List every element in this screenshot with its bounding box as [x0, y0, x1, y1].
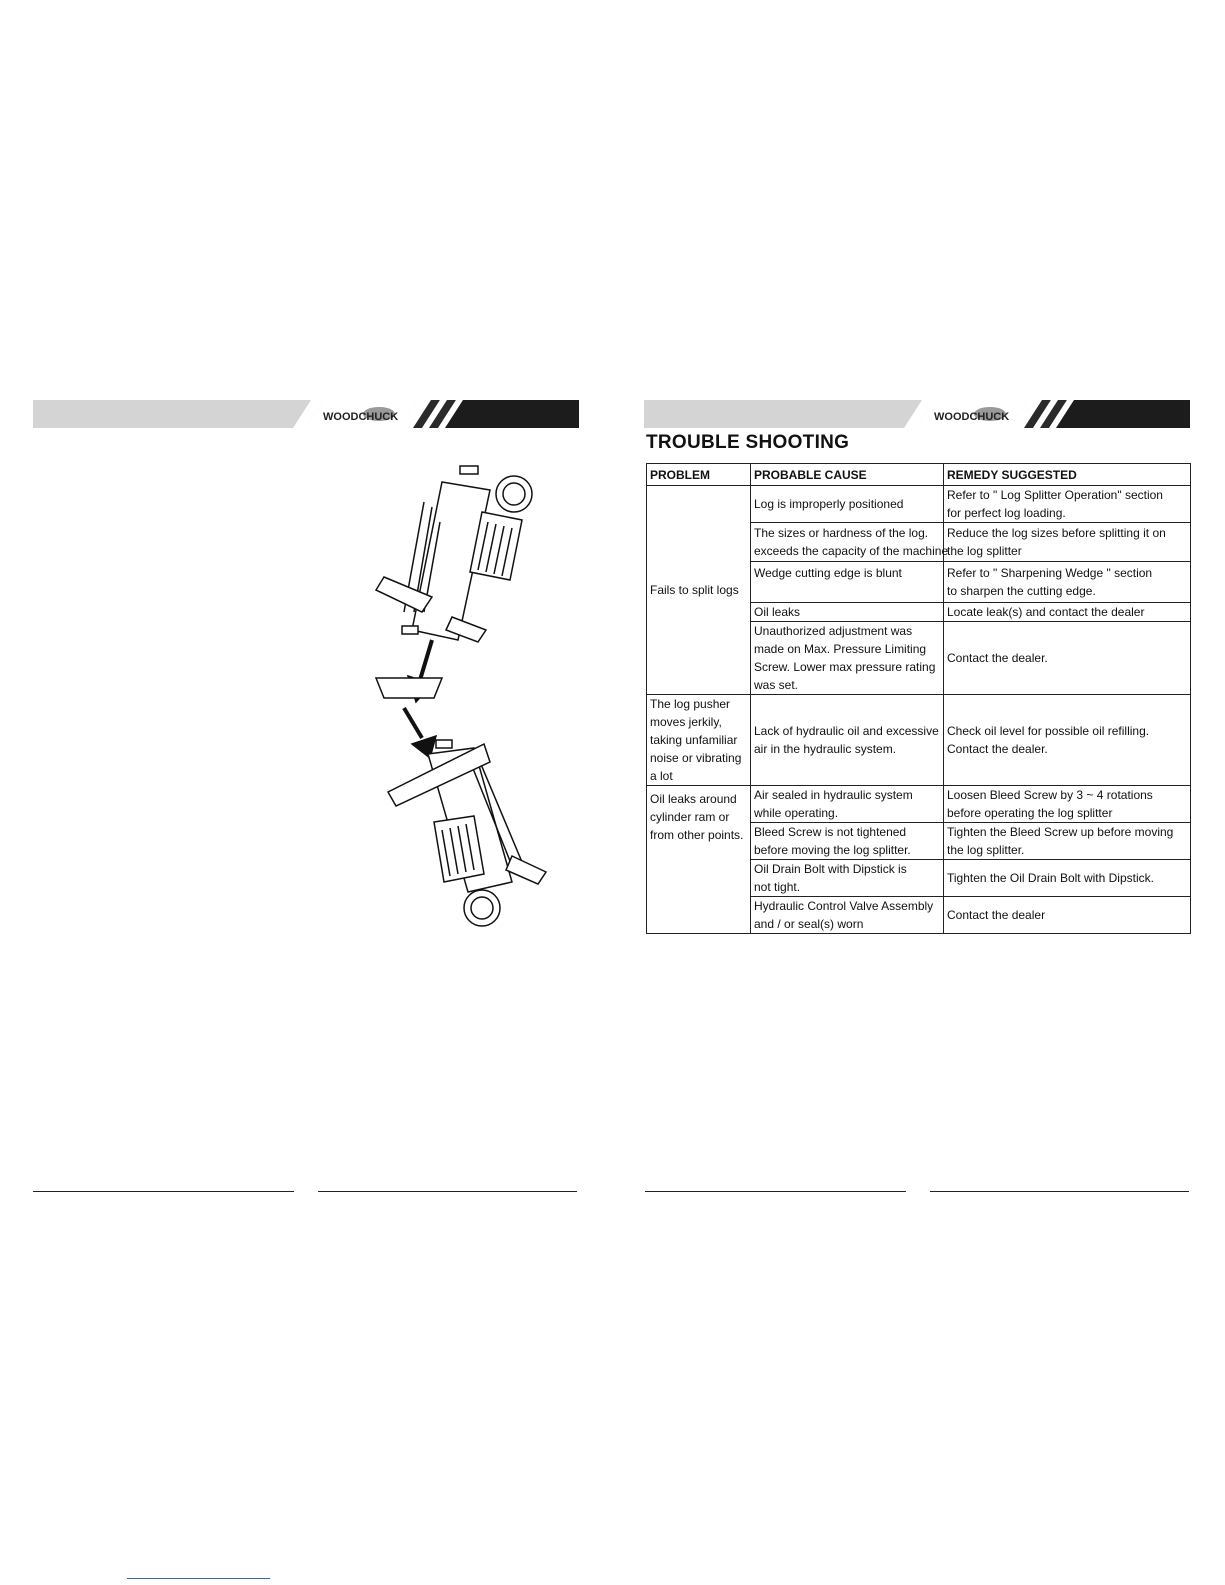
cell-text: Screw. Lower max pressure rating: [754, 660, 936, 674]
problem-cell: [647, 786, 751, 934]
cell-text: Check oil level for possible oil refilling.: [947, 724, 1150, 738]
trough-drawing: [376, 678, 442, 698]
footer-rule: [318, 1191, 577, 1192]
footer-rule: [930, 1191, 1189, 1192]
cause-cell: [751, 562, 944, 603]
cause-cell: [751, 695, 944, 786]
cell-text: Tighten the Oil Drain Bolt with Dipstick.: [947, 871, 1154, 885]
cell-text: the log splitter.: [947, 843, 1025, 857]
cause-cell: [751, 823, 944, 860]
cell-text: Log is improperly positioned: [754, 497, 904, 511]
cell-text: Tighten the Bleed Screw up before moving: [947, 825, 1174, 839]
remedy-cell: [944, 695, 1191, 786]
table-header-row: [647, 464, 1191, 486]
column-header-problem: PROBLEM: [647, 464, 751, 486]
cause-cell: [751, 523, 949, 562]
woodchuck-logo: [932, 405, 1012, 425]
cell-text: moves jerkily,: [650, 715, 722, 729]
footer-rule: [645, 1191, 906, 1192]
table-row: [647, 786, 1191, 823]
cell-text: for perfect log loading.: [947, 506, 1066, 520]
cell-text: taking unfamiliar: [650, 733, 738, 747]
arrow-down-icon: [404, 708, 436, 758]
remedy-cell: [944, 562, 1191, 603]
cause-cell: [751, 603, 944, 622]
cell-text: Fails to split logs: [650, 583, 739, 597]
cell-text: Lack of hydraulic oil and excessive: [754, 724, 939, 738]
cell-text: Hydraulic Control Valve Assembly: [754, 899, 934, 913]
cell-text: Bleed Screw is not tightened: [754, 825, 907, 839]
woodchuck-logo: [321, 405, 401, 425]
left-page-header: [33, 400, 579, 428]
footer-rule: [33, 1191, 294, 1192]
cell-text: Unauthorized adjustment was: [754, 624, 913, 638]
cell-text: Loosen Bleed Screw by 3 ~ 4 rotations: [947, 788, 1153, 802]
cell-text: cylinder ram or: [650, 810, 730, 824]
cell-text: Oil Drain Bolt with Dipstick is: [754, 862, 907, 876]
cell-text: Contact the dealer.: [947, 651, 1048, 665]
lower-splitter-drawing: [388, 740, 546, 926]
cell-text: and / or seal(s) worn: [754, 917, 864, 931]
svg-text:WOODCHUCK: WOODCHUCK: [323, 411, 399, 423]
cell-text: not tight.: [754, 880, 801, 894]
column-header-remedy: REMEDY SUGGESTED: [944, 464, 1191, 486]
remedy-cell: [944, 823, 1191, 860]
cause-cell: [751, 622, 944, 695]
log-splitter-flip-illustration: [362, 462, 602, 957]
cell-text: The sizes or hardness of the log.: [754, 526, 929, 540]
cell-text: Locate leak(s) and contact the dealer: [947, 605, 1145, 619]
remedy-cell: [944, 486, 1191, 523]
cell-text: Oil leaks around: [650, 792, 737, 806]
right-page-header: [644, 400, 1190, 428]
cell-text: Refer to " Sharpening Wedge " section: [947, 566, 1153, 580]
remedy-cell: [944, 622, 1191, 695]
cell-text: noise or vibrating: [650, 751, 742, 765]
cell-text: from other points.: [650, 828, 744, 842]
troubleshooting-table: [646, 463, 1191, 934]
upper-splitter-drawing: [376, 466, 532, 642]
remedy-cell: [944, 860, 1191, 897]
cell-text: The log pusher: [650, 697, 731, 711]
cause-cell: [751, 860, 944, 897]
cell-text: before operating the log splitter: [947, 806, 1113, 820]
cell-text: Contact the dealer.: [947, 742, 1048, 756]
cell-text: Oil leaks: [754, 605, 801, 619]
cell-text: was set.: [754, 678, 799, 692]
cause-cell: [751, 897, 944, 934]
column-header-cause: PROBABLE CAUSE: [751, 464, 944, 486]
remedy-cell: [944, 786, 1191, 823]
remedy-cell: [944, 523, 1191, 562]
cell-text: exceeds the capacity of the machine: [754, 544, 949, 558]
problem-cell: [647, 486, 751, 695]
cell-text: to sharpen the cutting edge.: [947, 584, 1096, 598]
cell-text: before moving the log splitter.: [754, 843, 911, 857]
table-row: [647, 695, 1191, 786]
cell-text: made on Max. Pressure Limiting: [754, 642, 927, 656]
problem-cell: [647, 695, 751, 786]
remedy-cell: [944, 897, 1191, 934]
remedy-cell: [944, 603, 1191, 622]
cell-text: while operating.: [754, 806, 839, 820]
page-title: TROUBLE SHOOTING: [646, 432, 850, 453]
cell-text: Reduce the log sizes before splitting it on: [947, 526, 1166, 540]
cell-text: Wedge cutting edge is blunt: [754, 566, 902, 580]
cell-text: air in the hydraulic system.: [754, 742, 897, 756]
cell-text: Air sealed in hydraulic system: [754, 788, 913, 802]
cell-text: Contact the dealer: [947, 908, 1046, 922]
cell-text: the log splitter: [947, 544, 1022, 558]
table-row: [647, 486, 1191, 523]
cell-text: a lot: [650, 769, 673, 783]
svg-text:WOODCHUCK: WOODCHUCK: [934, 411, 1010, 423]
cause-cell: [751, 486, 944, 523]
scan-edge-mark: [127, 1578, 270, 1579]
cell-text: Refer to " Log Splitter Operation" section: [947, 488, 1163, 502]
cause-cell: [751, 786, 944, 823]
